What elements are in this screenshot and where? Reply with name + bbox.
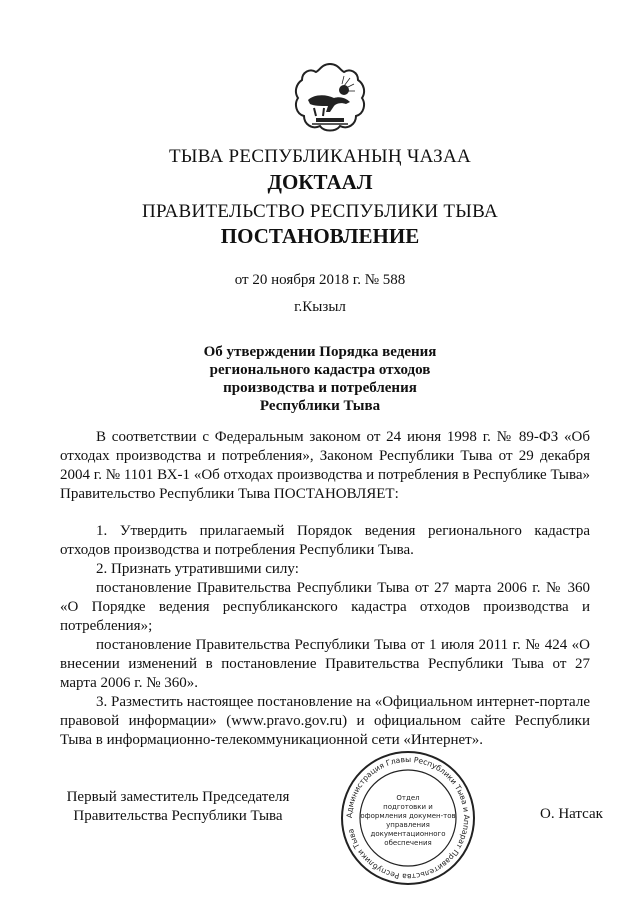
item-3-paragraph: 3. Разместить настоящее постановление на «Официальном интернет-портале правовой информации» (www.pravo.gov.ru) и официальном сайте Республики Тыва в информационно-телекоммуникационной сети «Интернет». bbox=[60, 694, 590, 748]
official-stamp bbox=[338, 748, 478, 888]
title-line: регионального кадастра отходов bbox=[209, 362, 431, 378]
header-doktaal: ДОКТААЛ bbox=[267, 170, 373, 194]
title-line: Республики Тыва bbox=[259, 398, 381, 414]
position-line: Правительства Республики Тыва bbox=[73, 808, 283, 824]
svg-text:документационного: документационного bbox=[370, 830, 446, 838]
header-tyva-government: ТЫВА РЕСПУБЛИКАНЫҢ ЧАЗАА bbox=[168, 146, 472, 167]
svg-text:Отдел: Отдел bbox=[396, 794, 420, 802]
signatory-name: О. Натсак bbox=[540, 806, 603, 822]
repealed-act-2: постановление Правительства Республики Тыва от 1 июля 2011 г. № 424 «О внесении изменений в постановление Правительства Республики Тыва от 27 марта 2006 г. № 360». bbox=[60, 637, 590, 691]
item-1-paragraph: 1. Утвердить прилагаемый Порядок ведения регионального кадастра отходов производства и потребления Республики Тыва. bbox=[60, 523, 590, 558]
title-line: Об утверждении Порядка ведения bbox=[203, 344, 437, 360]
item-2-paragraph: 2. Признать утратившими силу: bbox=[96, 561, 299, 577]
title-line: производства и потребления bbox=[223, 380, 417, 396]
position-line: Первый заместитель Председателя bbox=[66, 789, 290, 805]
svg-text:управления: управления bbox=[386, 821, 430, 829]
svg-text:Администрация Главы Республики: Администрация Главы Республики Тыва и Аппарат Правительства Республики Тыва bbox=[344, 754, 472, 882]
header-government: ПРАВИТЕЛЬСТВО РЕСПУБЛИКИ ТЫВА bbox=[142, 201, 498, 222]
repealed-act-1: постановление Правительства Республики Тыва от 27 марта 2006 г. № 360 «О Порядке ведения республиканского кадастра отходов производства и потребления»; bbox=[60, 580, 590, 634]
preamble-paragraph: В соответствии с Федеральным законом от 24 июня 1998 г. № 89-ФЗ «Об отходах производства и потребления», Законом Республики Тыва от 29 декабря 2004 г. № 1101 ВХ-1 «Об отходах производства и потребления в Республике Тыва» Правительство Республики Тыва ПОСТАНОВЛЯЕТ: bbox=[60, 429, 590, 502]
svg-text:обеспечения: обеспечения bbox=[384, 839, 432, 847]
header-postanovlenie: ПОСТАНОВЛЕНИЕ bbox=[220, 224, 420, 248]
document-body bbox=[60, 428, 590, 750]
document-title bbox=[0, 343, 640, 415]
svg-text:оформления докумен-тов: оформления докумен-тов bbox=[360, 812, 456, 820]
tyva-emblem-icon bbox=[290, 60, 370, 140]
svg-text:подготовки и: подготовки и bbox=[383, 803, 433, 811]
document-city: г.Кызыл bbox=[294, 299, 346, 315]
document-date-number: от 20 ноября 2018 г. № 588 bbox=[234, 272, 406, 288]
signatory-position bbox=[58, 788, 298, 826]
